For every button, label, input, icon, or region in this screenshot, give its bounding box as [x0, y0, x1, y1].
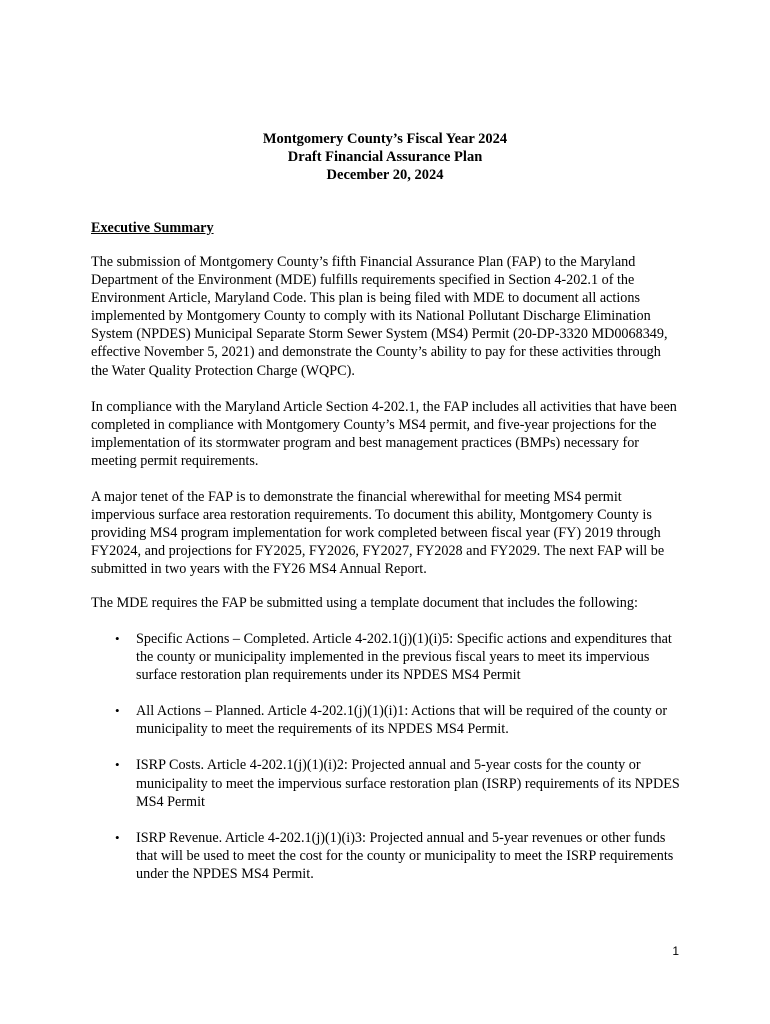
title-line-date: December 20, 2024	[326, 167, 444, 183]
page-number: 1	[672, 944, 679, 958]
list-item	[91, 702, 681, 738]
document-title	[0, 130, 770, 184]
list-item-text: Specific Actions – Completed. Article 4-202.1(j)(1)(i)5: Specific actions and expenditures that the county or municipality implemented in the previous fiscal years to meet its impervious surface restoration plan requirements under its NPDES MS4 Permit	[136, 631, 672, 684]
list-item	[91, 829, 681, 883]
bullet-icon: •	[115, 757, 120, 773]
bullet-icon: •	[115, 631, 120, 646]
list-item-text: ISRP Costs. Article 4-202.1(j)(1)(i)2: Projected annual and 5-year costs for the county or municipality to meet the impervious surface restoration plan (ISRP) requirements of its NPDES MS4 Permit	[136, 757, 680, 810]
title-line-plan: Draft Financial Assurance Plan	[287, 149, 483, 165]
paragraph-intro: The submission of Montgomery County’s fifth Financial Assurance Plan (FAP) to the Maryland Department of the Environment (MDE) fulfills requirements specified in Section 4-202.1 of the Environment Article, Maryland Code. This plan is being filed with MDE to document all actions implemented by Montgomery County to comply with its National Pollutant Discharge Elimination System (NPDES) Municipal Separate Storm Sewer System (MS4) Permit (20-DP-3320 MD0068349, effective November 5, 2021) and demonstrate the County’s ability to pay for these activities through the Water Quality Protection Charge (WQPC).	[91, 254, 668, 379]
requirements-list	[91, 630, 681, 901]
list-item	[91, 630, 681, 684]
section-heading: Executive Summary	[91, 220, 214, 236]
paragraph-template: The MDE requires the FAP be submitted using a template document that includes the following:	[91, 595, 638, 611]
list-item	[91, 756, 681, 810]
list-item-text: All Actions – Planned. Article 4-202.1(j)(1)(i)1: Actions that will be required of the county or municipality to meet the requirements of its NPDES MS4 Permit.	[136, 703, 668, 738]
list-item-text: ISRP Revenue. Article 4-202.1(j)(1)(i)3: Projected annual and 5-year revenues or other funds that will be used to meet the cost for the county or municipality to meet the ISRP requirements under the NPDES MS4 Permit.	[136, 829, 674, 882]
bullet-icon: •	[115, 703, 120, 719]
paragraph-compliance: In compliance with the Maryland Article Section 4-202.1, the FAP includes all activities that have been completed in compliance with Montgomery County’s MS4 permit, and five-year projections for the implementation of its stormwater program and best management practices (BMPs) necessary for meeting permit requirements.	[91, 399, 677, 470]
title-line-county: Montgomery County’s Fiscal Year 2024	[262, 131, 508, 147]
bullet-icon: •	[115, 829, 120, 845]
paragraph-financial: A major tenet of the FAP is to demonstrate the financial wherewithal for meeting MS4 permit impervious surface area restoration requirements. To document this ability, Montgomery County is providing MS4 program implementation for work completed between fiscal year (FY) 2019 through FY2024, and projections for FY2025, FY2026, FY2027, FY2028 and FY2029. The next FAP will be submitted in two years with the FY26 MS4 Annual Report.	[91, 489, 665, 578]
